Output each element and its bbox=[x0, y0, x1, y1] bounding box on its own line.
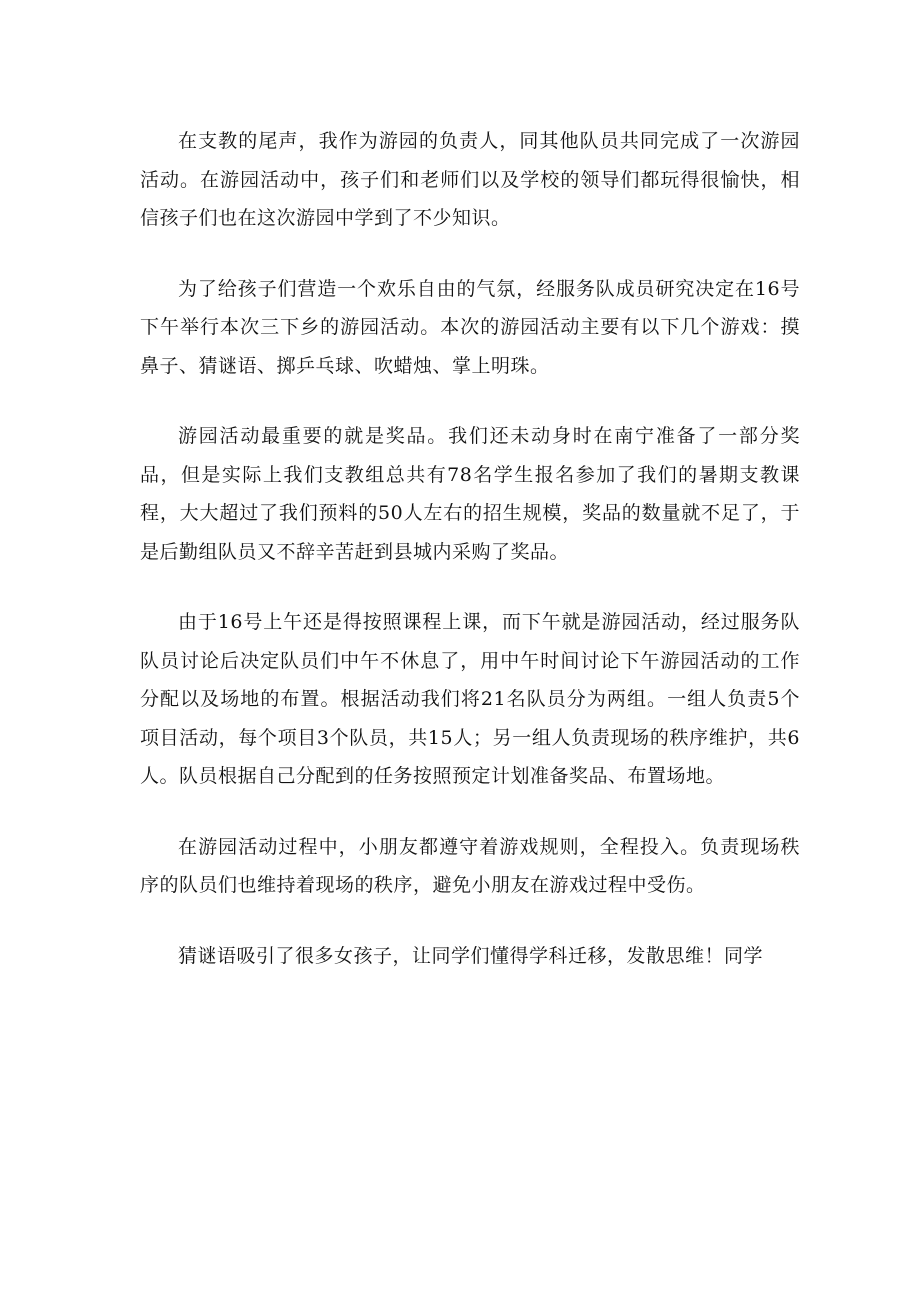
paragraph-3: 游园活动最重要的就是奖品。我们还未动身时在南宁准备了一部分奖品，但是实际上我们支教组总共有78名学生报名参加了我们的暑期支教课程，大大超过了我们预料的50人左右的招生规模，奖品的数量就不足了，于是后勤组队员又不辞辛苦赶到县城内采购了奖品。 bbox=[140, 425, 800, 563]
paragraph-4: 由于16号上午还是得按照课程上课，而下午就是游园活动，经过服务队队员讨论后决定队员们中午不休息了，用中午时间讨论下午游园活动的工作分配以及场地的布置。根据活动我们将21名队员分为两组。一组人负责5个项目活动，每个项目3个队员，共15人；另一组人负责现场的秩序维护，共6人。队员根据自己分配到的任务按照预定计划准备奖品、布置场地。 bbox=[140, 611, 800, 787]
paragraph-2: 为了给孩子们营造一个欢乐自由的气氛，经服务队成员研究决定在16号下午举行本次三下乡的游园活动。本次的游园活动主要有以下几个游戏：摸鼻子、猜谜语、掷乒乓球、吹蜡烛、掌上明珠。 bbox=[140, 277, 800, 377]
document-body bbox=[140, 122, 800, 1007]
paragraph-1: 在支教的尾声，我作为游园的负责人，同其他队员共同完成了一次游园活动。在游园活动中，孩子们和老师们以及学校的领导们都玩得很愉快，相信孩子们也在这次游园中学到了不少知识。 bbox=[140, 130, 800, 229]
paragraph-5: 在游园活动过程中，小朋友都遵守着游戏规则，全程投入。负责现场秩序的队员们也维持着现场的秩序，避免小朋友在游戏过程中受伤。 bbox=[140, 835, 800, 896]
paragraph-6: 猜谜语吸引了很多女孩子，让同学们懂得学科迁移，发散思维！同学 bbox=[178, 944, 764, 967]
